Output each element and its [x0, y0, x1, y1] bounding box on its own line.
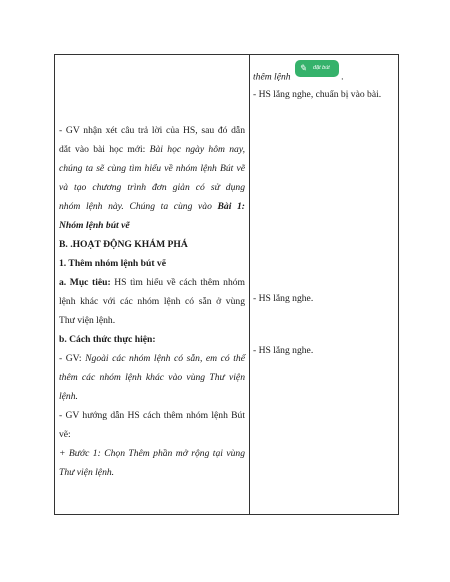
student-response-3: - HS lắng nghe.	[253, 345, 314, 356]
step-1-line-1: + Bước 1: Chọn Thêm phần mở rộng tại vùng	[59, 448, 245, 459]
pen-down-block	[295, 60, 339, 77]
para-1-line-5: nhóm lệnh này. Chúng ta cùng vào Bài 1:	[59, 201, 245, 212]
para-1-line-2: dắt vào bài học mới: Bài học ngày hôm nay,	[59, 144, 245, 155]
period: .	[341, 71, 344, 83]
para-1-line-4: và tạo chương trình đơn giản có sử dụng	[59, 182, 245, 193]
gv-line-3: lệnh.	[59, 391, 78, 402]
gv-line-1: - GV: Ngoài các nhóm lệnh có sẵn, em có thể	[59, 353, 245, 364]
gv-line-2: thêm các nhóm lệnh khác vào vùng Thư viện	[59, 372, 245, 383]
method-heading: b. Cách thức thực hiện:	[59, 334, 156, 345]
pencil-icon: ✎	[298, 63, 307, 73]
add-command-line	[253, 63, 344, 86]
gv-guide-line-1: - GV hướng dẫn HS cách thêm nhóm lệnh Bút	[59, 410, 245, 421]
student-response-2: - HS lắng nghe.	[253, 293, 314, 304]
section-b-heading: B. .HOẠT ĐỘNG KHÁM PHÁ	[59, 239, 188, 250]
student-response-1: - HS lắng nghe, chuẩn bị vào bài.	[253, 89, 382, 100]
objective-line-1: a. Mục tiêu: HS tìm hiểu về cách thêm nhóm	[59, 277, 245, 288]
subsection-1-heading: 1. Thêm nhóm lệnh bút vẽ	[59, 258, 166, 269]
pen-down-block-label: đặt bút	[312, 65, 330, 71]
add-command-text: thêm lệnh	[253, 71, 291, 83]
column-divider	[249, 55, 250, 514]
step-1-line-2: Thư viện lệnh.	[59, 467, 115, 478]
objective-line-2: lệnh khác với các nhóm lệnh có sẵn ở vùng	[59, 296, 245, 307]
para-1-line-1: - GV nhận xét câu trả lời của HS, sau đó dẫn	[59, 125, 245, 136]
objective-line-3: Thư viện lệnh.	[59, 315, 116, 326]
para-1-line-3: chúng ta sẽ cùng tìm hiểu về nhóm lệnh Bút vẽ	[59, 163, 245, 174]
para-1-line-6: Nhóm lệnh bút vẽ	[59, 220, 130, 231]
lesson-table	[54, 54, 399, 515]
gv-guide-line-2: vẽ:	[59, 429, 71, 440]
